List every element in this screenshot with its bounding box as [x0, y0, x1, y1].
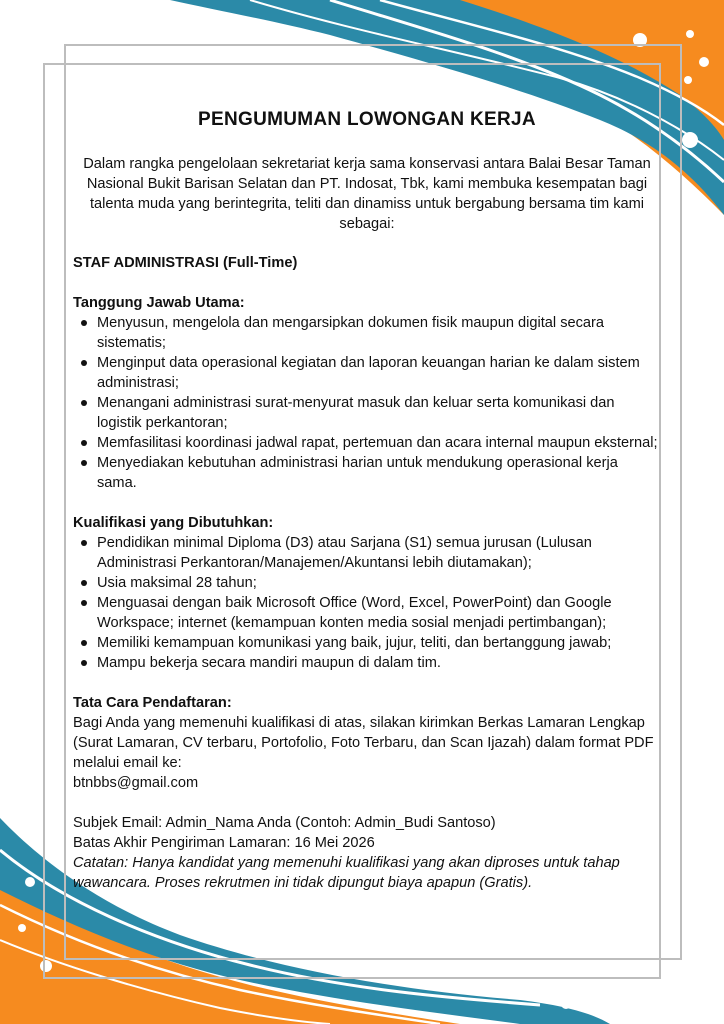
list-item: Menyediakan kebutuhan administrasi harian untuk mendukung operasional kerja sama. [97, 453, 661, 493]
list-item: Menguasai dengan baik Microsoft Office (Word, Excel, PowerPoint) dan Google Workspace; internet (kemampuan konten media sosial menjadi pertimbangan); [97, 593, 661, 633]
list-item: Menangani administrasi surat-menyurat masuk dan keluar serta komunikasi dan logistik perkantoran; [97, 393, 661, 433]
responsibilities-list [73, 313, 661, 493]
list-item: Pendidikan minimal Diploma (D3) atau Sarjana (S1) semua jurusan (Lulusan Administrasi Perkantoran/Manajemen/Akuntansi lebih diutamakan); [97, 533, 661, 573]
list-item: Menyusun, mengelola dan mengarsipkan dokumen fisik maupun digital secara sistematis; [97, 313, 661, 353]
deadline: Batas Akhir Pengiriman Lamaran: 16 Mei 2026 [73, 835, 375, 851]
application-heading: Tata Cara Pendaftaran: [73, 695, 232, 711]
qualifications-list [73, 533, 661, 673]
announcement-content [73, 108, 661, 893]
position-title: STAF ADMINISTRASI (Full-Time) [73, 255, 298, 271]
page-title: PENGUMUMAN LOWONGAN KERJA [198, 109, 536, 130]
intro-paragraph: Dalam rangka pengelolaan sekretariat kerja sama konservasi antara Balai Besar Taman Nasional Bukit Barisan Selatan dan PT. Indosat, Tbk, kami membuka kesempatan bagi talenta muda yang berintegrita, teliti dan dinamiss untuk bergabung bersama tim kami sebagai: [83, 156, 651, 232]
qualifications-heading: Kualifikasi yang Dibutuhkan: [73, 515, 274, 531]
list-item: Memiliki kemampuan komunikasi yang baik, jujur, teliti, dan bertanggung jawab; [97, 633, 661, 653]
list-item: Menginput data operasional kegiatan dan laporan keuangan harian ke dalam sistem administrasi; [97, 353, 661, 393]
list-item: Usia maksimal 28 tahun; [97, 573, 661, 593]
note: Catatan: Hanya kandidat yang memenuhi kualifikasi yang akan diproses untuk tahap wawancara. Proses rekrutmen ini tidak dipungut biaya apapun (Gratis). [73, 855, 620, 891]
responsibilities-heading: Tanggung Jawab Utama: [73, 295, 245, 311]
list-item: Memfasilitasi koordinasi jadwal rapat, pertemuan dan acara internal maupun eksternal; [97, 433, 661, 453]
list-item: Mampu bekerja secara mandiri maupun di dalam tim. [97, 653, 661, 673]
email-subject: Subjek Email: Admin_Nama Anda (Contoh: Admin_Budi Santoso) [73, 815, 496, 831]
application-text: Bagi Anda yang memenuhi kualifikasi di atas, silakan kirimkan Berkas Lamaran Lengkap (Surat Lamaran, CV terbaru, Portofolio, Foto Terbaru, dan Scan Ijazah) dalam format PDF melalui email ke: [73, 715, 654, 771]
application-email: btnbbs@gmail.com [73, 775, 199, 791]
